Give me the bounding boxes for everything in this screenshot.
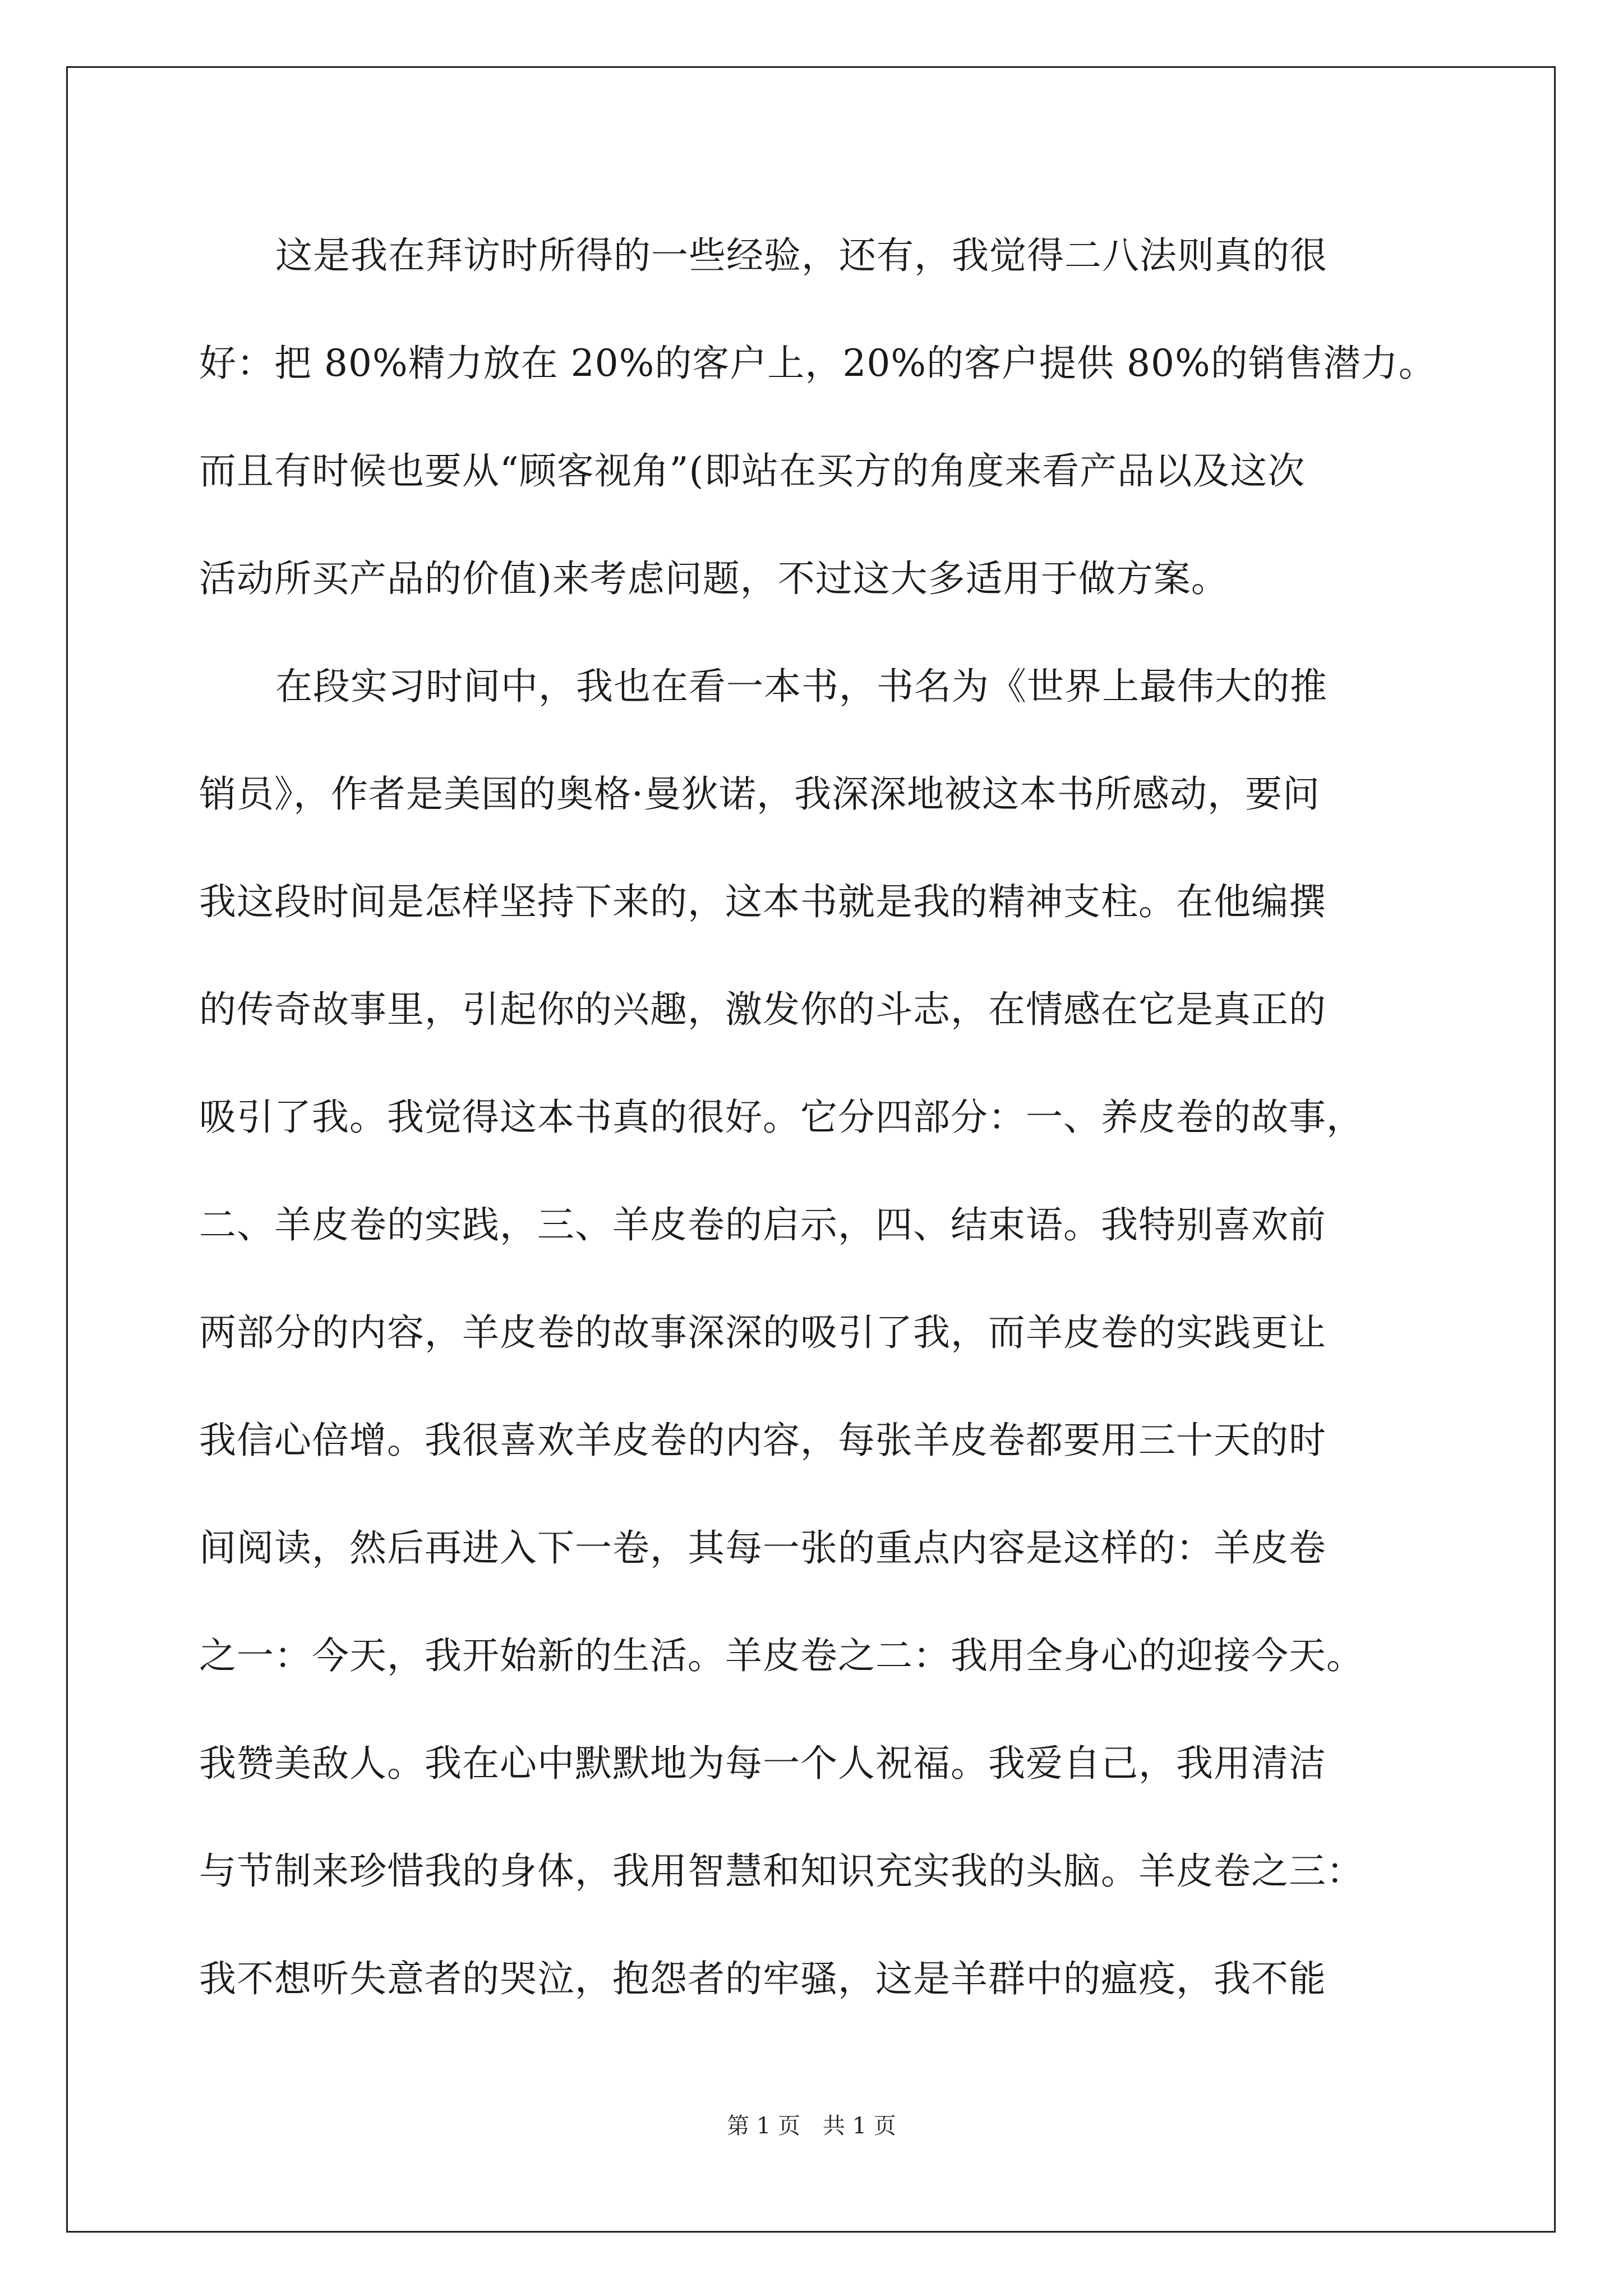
paragraph-1: [199, 202, 1436, 633]
text-line: 我这段时间是怎样坚持下来的，这本书就是我的精神支柱。在他编撰: [199, 880, 1326, 923]
page-footer: [0, 2109, 1623, 2143]
document-body: [199, 202, 1436, 2033]
text-line: 间阅读，然后再进入下一卷，其每一张的重点内容是这样的：羊皮卷: [199, 1526, 1326, 1570]
text-line: 两部分的内容，羊皮卷的故事深深的吸引了我，而羊皮卷的实践更让: [199, 1311, 1326, 1354]
text-line: 的传奇故事里，引起你的兴趣，激发你的斗志，在情感在它是真正的: [199, 988, 1326, 1031]
text-line: 吸引了我。我觉得这本书真的很好。它分四部分：一、养皮卷的故事，: [199, 1096, 1364, 1139]
text-line: 好：把 80%精力放在 20%的客户上，20%的客户提供 80%的销售潜力。: [199, 342, 1436, 385]
text-line: 而且有时候也要从“顾客视角”(即站在买方的角度来看产品以及这次: [199, 449, 1306, 493]
page-total: 共 1 页: [823, 2113, 896, 2139]
text-line: 我不想听失意者的哭泣，抱怨者的牢骚，这是羊群中的瘟疫，我不能: [199, 1957, 1326, 2000]
page-number: 第 1 页: [727, 2113, 800, 2139]
text-line: 与节制来珍惜我的身体，我用智慧和知识充实我的头脑。羊皮卷之三：: [199, 1849, 1364, 1893]
paragraph-2: [199, 633, 1427, 2033]
text-line: 销员》，作者是美国的奥格·曼狄诺，我深深地被这本书所感动，要问: [199, 772, 1320, 816]
text-line: 我赞美敌人。我在心中默默地为每一个人祝福。我爱自己，我用清洁: [199, 1742, 1326, 1785]
text-line: 二、羊皮卷的实践，三、羊皮卷的启示，四、结束语。我特别喜欢前: [199, 1203, 1326, 1246]
text-line: 这是我在拜访时所得的一些经验，还有，我觉得二八法则真的很: [275, 234, 1327, 277]
text-line: 我信心倍增。我很喜欢羊皮卷的内容，每张羊皮卷都要用三十天的时: [199, 1419, 1326, 1462]
text-line: 之一：今天，我开始新的生活。羊皮卷之二：我用全身心的迎接今天。: [199, 1634, 1364, 1677]
text-line: 在段实习时间中，我也在看一本书，书名为《世界上最伟大的推: [275, 665, 1327, 708]
text-line: 活动所买产品的价值)来考虑问题，不过这大多适用于做方案。: [199, 557, 1229, 600]
